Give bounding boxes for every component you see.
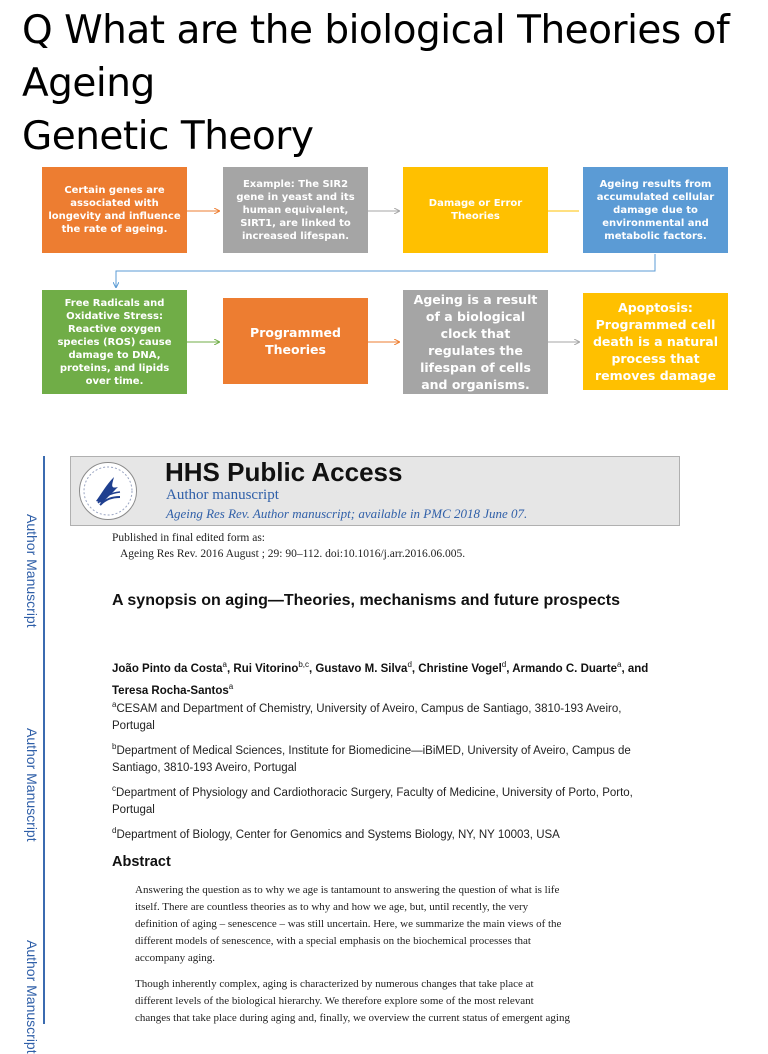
flowchart (0, 0, 768, 400)
flow-box-programmed-theories: Programmed Theories (223, 298, 368, 384)
published-line: Published in final edited form as: (112, 532, 265, 544)
side-label-3: Author Manuscript (24, 940, 40, 1054)
side-label-2: Author Manuscript (24, 728, 40, 842)
author-manuscript-label: Author manuscript (166, 487, 279, 503)
citation: Ageing Res Rev. 2016 August ; 29: 90–112. doi:10.1016/j.arr.2016.06.005. (120, 548, 466, 560)
hhs-eagle-logo-icon (79, 462, 137, 520)
flow-box-sir2-example: Example: The SIR2 gene in yeast and its human equivalent, SIRT1, are linked to increased lifespan. (223, 167, 368, 253)
publication-info (112, 530, 465, 562)
affiliation-a: $^a$CESAM and Department of Chemistry, University of Aveiro, Campus de Santiago, 3810-193 Aveiro, Portugal (112, 700, 622, 732)
title-line-1: Q What are the biological Theories of (22, 8, 730, 53)
flow-box-genes-longevity: Certain genes are associated with longevity and influence the rate of ageing. (42, 167, 187, 253)
abstract-heading: Abstract (112, 854, 171, 870)
article-title: A synopsis on aging—Theories, mechanisms and future prospects (112, 592, 620, 609)
affiliation-b: $^b$Department of Medical Sciences, Institute for Biomedicine—iBiMED, University of Aveiro, Campus de Santiago, 3810-193 Aveiro, Portugal (112, 742, 631, 774)
title-line-2: Ageing (22, 61, 155, 106)
abstract-paragraph-1: Answering the question as to why we age is tantamount to answering the question of what is life itself. There are countless theories as to why and how we age, but, until recently, the very definition of aging – senescence – was still uncertain. Here, we summarize the main views of the different models of senescence, with a special emphasis on the biochemical processes that accompany aging. (135, 884, 562, 964)
title-line-3: Genetic Theory (22, 114, 314, 159)
side-rule (43, 456, 45, 1024)
hhs-public-access-title: HHS Public Access (165, 457, 403, 487)
flow-box-apoptosis: Apoptosis: Programmed cell death is a natural process that removes damage (583, 293, 728, 390)
flow-box-accumulated-damage: Ageing results from accumulated cellular damage due to environmental and metabolic factors. (583, 167, 728, 253)
author-name: Armando C. Duarte (512, 662, 617, 675)
author-name: Teresa Rocha-Santos (112, 684, 229, 697)
flow-box-damage-theories: Damage or Error Theories (403, 167, 548, 253)
paper-excerpt (0, 440, 768, 1054)
abstract-paragraph-2: Though inherently complex, aging is characterized by numerous changes that take place at different levels of the biological hierarchy. We therefore explore some of the most relevant changes that take place during aging and, finally, we overview the current status of emergent aging (135, 978, 570, 1024)
author-name: Gustavo M. Silva (315, 662, 408, 675)
arrow-row-wrap (116, 254, 655, 287)
journal-availability: Ageing Res Rev. Author manuscript; available in PMC 2018 June 07. (166, 506, 528, 521)
author-name: Rui Vitorino (233, 662, 299, 675)
author-name: Christine Vogel (418, 662, 502, 675)
affiliation-c: $^c$Department of Physiology and Cardiothoracic Surgery, Faculty of Medicine, University of Porto, Porto, Portugal (112, 784, 633, 816)
side-label-1: Author Manuscript (24, 514, 40, 628)
flow-box-free-radicals: Free Radicals and Oxidative Stress: Reactive oxygen species (ROS) cause damage to DNA, proteins, and lipids over time. (42, 290, 187, 394)
flow-box-biological-clock: Ageing is a result of a biological clock that regulates the lifespan of cells and organisms. (403, 290, 548, 394)
author-list: João Pinto da Costa$^a$, Rui Vitorino$^{b,c}$, Gustavo M. Silva$^d$, Christine Vogel$^d$, Armando C. Duarte$^a$, and Teresa Rocha-Santos$^a$ (112, 660, 649, 697)
affiliation-d: $^d$Department of Biology, Center for Genomics and Systems Biology, NY, NY 10003, USA (112, 826, 560, 841)
author-name: João Pinto da Costa (112, 662, 223, 675)
hhs-header (70, 456, 680, 526)
